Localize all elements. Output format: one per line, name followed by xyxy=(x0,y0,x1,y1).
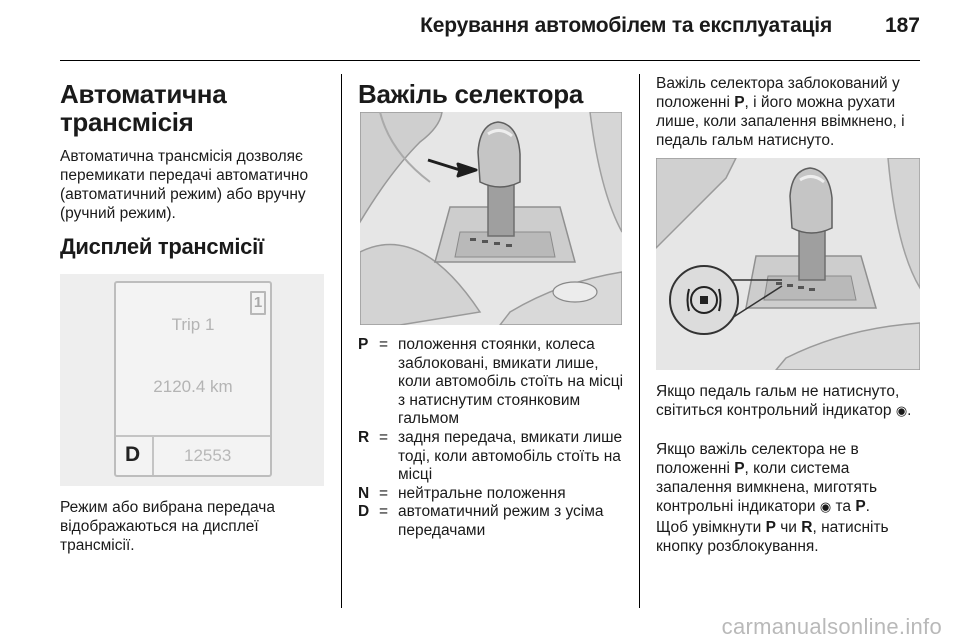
brake-pedal-indicator-icon: ◉ xyxy=(895,403,908,418)
brake-pedal-indicator-icon: ◉ xyxy=(819,499,832,514)
gear-description: положення стоянки, колеса заблоковані, вмикати лише, коли автомобіль стоїть на місці з натиснутим стоянковим гальмом xyxy=(398,336,624,428)
header-rule xyxy=(60,60,920,61)
column-divider xyxy=(639,74,640,608)
gear-description: нейтральне положення xyxy=(398,484,566,502)
gear-key: P xyxy=(855,498,866,515)
subsection-title: Дисплей трансмісії xyxy=(60,234,264,259)
gear-definition xyxy=(358,429,624,485)
lock-paragraph xyxy=(656,74,922,150)
column-divider xyxy=(341,74,342,608)
gear-description: задня передача, вмикати лише тоді, коли автомобіль стоїть на місці xyxy=(398,428,623,484)
text-run: Важіль селектора заблокований у положенні xyxy=(656,75,900,111)
selector-lever-figure xyxy=(360,112,622,325)
equals-sign: = xyxy=(379,484,389,502)
gear-key: P xyxy=(358,336,369,353)
gear-key: N xyxy=(358,484,370,502)
text-run: , натисніть кнопку розблокування. xyxy=(656,519,889,555)
equals-sign: = xyxy=(379,336,389,353)
trip-distance: 2120.4 km xyxy=(153,377,233,396)
equals-sign: = xyxy=(379,503,389,521)
section-title: Автоматична трансмісія xyxy=(60,79,227,137)
gear-definition-list xyxy=(358,336,624,541)
display-panel xyxy=(114,281,272,477)
gear-description: автоматичний режим з усіма передачами xyxy=(398,503,604,539)
gear-divider xyxy=(152,437,154,475)
text-run: Якщо педаль гальм не натиснуто, світиться контрольний індикатор xyxy=(656,383,900,419)
section-title: Важіль селектора xyxy=(358,79,583,109)
display-split-line xyxy=(116,435,270,437)
gear-key: P xyxy=(734,94,745,111)
text-run: Щоб увімкнути xyxy=(656,519,766,536)
page-number: 187 xyxy=(884,14,920,37)
selector-lever-illustration xyxy=(360,112,622,325)
selector-lever-with-indicator-illustration xyxy=(656,158,920,370)
text-run: та xyxy=(831,498,856,515)
equals-sign: = xyxy=(379,428,389,446)
trip-number-icon: 1 xyxy=(250,291,266,315)
unlock-button-figure xyxy=(656,158,920,370)
gear-key: P xyxy=(734,460,745,477)
text-run: чи xyxy=(775,519,802,536)
display-caption: Режим або вибрана передача відображаються на дисплеї трансмісії. xyxy=(60,499,275,554)
transmission-display-figure xyxy=(60,274,324,486)
gear-key: R xyxy=(801,519,813,536)
text-run: Якщо важіль селектора не в положенні xyxy=(656,441,859,477)
unlock-paragraph xyxy=(656,518,922,556)
trip-label: Trip 1 xyxy=(171,315,215,334)
odometer-reading: 12553 xyxy=(184,446,232,465)
gear-indicator: D xyxy=(125,443,141,466)
gear-key: D xyxy=(358,503,370,521)
watermark: carmanualsonline.info xyxy=(721,614,942,639)
ignition-paragraph xyxy=(656,440,922,516)
brake-paragraph xyxy=(656,382,922,420)
text-run: , коли система запалення вимкнена, миготять контрольні індикатори xyxy=(656,460,878,515)
text-run: , і його можна рухати лише, коли запалення ввімкнено, і педаль гальм натиснуто. xyxy=(656,94,905,149)
gear-definition xyxy=(358,485,624,504)
text-run: . xyxy=(907,402,912,419)
text-run: . xyxy=(865,498,870,515)
header-title: Керування автомобілем та експлуатація xyxy=(420,14,832,37)
gear-definition xyxy=(358,503,624,540)
intro-paragraph: Автоматична трансмісія дозволяє перемикати передачі автоматично (автоматичний режим) або вручну (ручний режим). xyxy=(60,148,309,222)
gear-definition xyxy=(358,336,624,429)
gear-key: R xyxy=(358,428,370,446)
gear-key: P xyxy=(765,519,776,536)
